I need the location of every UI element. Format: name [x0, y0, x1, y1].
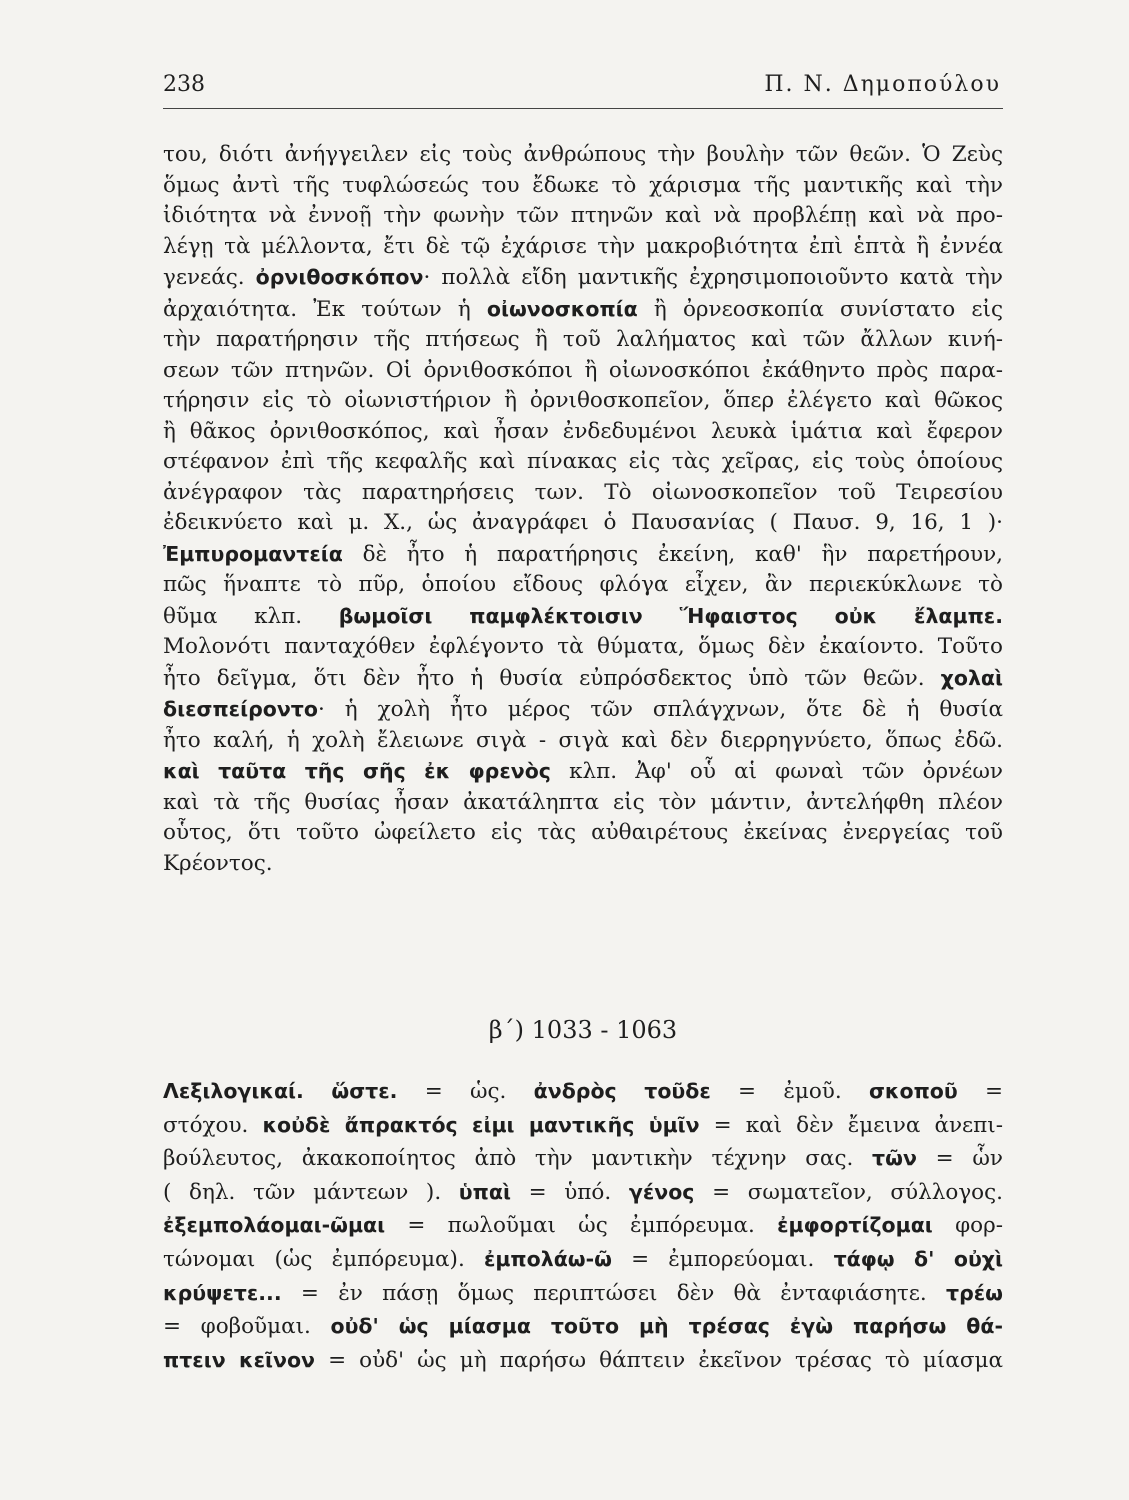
- text-line: [163, 570, 1003, 601]
- text-run: = ὡς.: [397, 1079, 534, 1104]
- bold-lemma: ὀρνιθοσκόπον: [255, 265, 424, 289]
- text-line: [163, 1344, 1003, 1378]
- bold-lemma: τάφῳ δ' οὐχὶ: [833, 1246, 1003, 1271]
- commentary-paragraph: [163, 140, 1003, 879]
- bold-lemma: κοὐδὲ ἄπρακτός εἰμι μαντικῆς ὑμῖν: [262, 1112, 700, 1137]
- bold-lemma: οἰωνοσκοπία: [486, 296, 638, 321]
- text-run: ἢ θᾶκος ὀρνιθοσκόπος, καὶ ἦσαν ἐνδεδυμένοι λευκὰ ἱμάτια καὶ ἔφερον: [163, 418, 1003, 444]
- text-run: γενεάς.: [163, 265, 256, 290]
- text-run: ἦτο καλή, ἡ χολὴ ἔλειωνε σιγὰ - σιγὰ καὶ δὲν διερρηγνύετο, ὅπως ἐδῶ.: [163, 727, 1003, 753]
- text-line: [163, 539, 1003, 571]
- text-run: = σωματεῖον, σύλλογος.: [694, 1179, 1003, 1205]
- text-line: [163, 417, 1003, 448]
- text-run: ἀρχαιότητα. Ἐκ τούτων ἡ: [163, 296, 487, 322]
- text-run: στέφανον ἐπὶ τῆς κεφαλῆς καὶ πίνακας εἰς τὰς χεῖρας, εἰς τοὺς ὁποίους: [163, 449, 1003, 474]
- text-line: [163, 201, 1003, 232]
- text-run: = φοβοῦμαι.: [163, 1314, 331, 1340]
- text-run: στόχου.: [163, 1112, 263, 1138]
- text-line: [163, 632, 1003, 663]
- text-line: [163, 1243, 1003, 1277]
- text-run: · ἡ χολὴ ἦτο μέρος τῶν σπλάγχνων, ὅτε δὲ ἡ θυσία: [317, 697, 1003, 722]
- text-run: φορ-: [932, 1213, 1003, 1239]
- bold-lemma: τῶν: [872, 1146, 917, 1171]
- text-line: [163, 1176, 1003, 1210]
- text-run: = καὶ δὲν ἔμεινα ἀνεπι-: [699, 1112, 1003, 1138]
- text-run: = οὐδ' ὡς μὴ παρήσω θάπτειν ἐκεῖνον τρέσας τὸ μίασμα: [315, 1347, 1003, 1373]
- bold-lemma: γένος: [628, 1179, 695, 1204]
- bold-lemma: ὑπαὶ: [458, 1179, 511, 1204]
- bold-lemma: τρέω: [946, 1280, 1003, 1305]
- text-line: [163, 1209, 1003, 1243]
- bold-lemma: σκοποῦ: [868, 1079, 958, 1103]
- text-run: · πολλὰ εἴδη μαντικῆς ἐχρησιμοποιοῦντο κατὰ τὴν: [423, 265, 1003, 290]
- text-run: τήρησιν εἰς τὸ οἰωνιστήριον ἢ ὀρνιθοσκοπεῖον, ὅπερ ἐλέγετο καὶ θῶκος: [163, 388, 1003, 413]
- text-line: [163, 601, 1003, 633]
- text-run: ἀνέγραφον τὰς παρατηρήσεις των. Τὸ οἰωνοσκοπεῖον τοῦ Τειρεσίου: [163, 479, 1003, 505]
- text-run: ἰδιότητα νὰ ἐννοῇ τὴν φωνὴν τῶν πτηνῶν καὶ νὰ προβλέπῃ καὶ νὰ προ-: [163, 203, 1003, 228]
- page-number: 238: [163, 72, 205, 97]
- bold-lemma: πτειν κεῖνον: [163, 1347, 316, 1372]
- text-run: του, διότι ἀνήγγειλεν εἰς τοὺς ἀνθρώπους τὴν βουλὴν τῶν θεῶν. Ὁ Ζεὺς: [163, 142, 1003, 167]
- text-run: δὲ ἦτο ἡ παρατήρησις ἐκείνη, καθ' ἣν παρετήρουν,: [342, 541, 1003, 567]
- text-run: λέγῃ τὰ μέλλοντα, ἔτι δὲ τῷ ἐχάρισε τὴν μακροβιότητα ἐπὶ ἑπτὰ ἢ ἐννέα: [163, 233, 1003, 259]
- running-head: Π. Ν. Δημοπούλου: [764, 72, 1001, 97]
- text-line: [163, 756, 1003, 788]
- text-line: [163, 818, 1003, 849]
- text-line: [163, 478, 1003, 509]
- text-run: ἢ ὀρνεοσκοπία συνίστατο εἰς: [637, 296, 1003, 322]
- lexical-notes-paragraph: [163, 1075, 1003, 1377]
- text-run: σεων τῶν πτηνῶν. Οἱ ὀρνιθοσκόποι ἢ οἰωνοσκόποι ἐκάθηντο πρὸς παρα-: [163, 357, 1003, 383]
- text-run: θῦμα κλπ.: [163, 603, 339, 629]
- text-run: οὗτος, ὅτι τοῦτο ὠφείλετο εἰς τὰς αὐθαιρέτους ἐκείνας ἐνεργείας τοῦ: [163, 820, 1003, 845]
- text-line: [163, 1277, 1003, 1311]
- bold-lemma: χολαὶ: [940, 665, 1003, 690]
- bold-lemma: καὶ ταῦτα τῆς σῆς ἐκ φρενὸς: [163, 759, 551, 783]
- bold-lemma: ἐξεμπολάομαι-ῶμαι: [163, 1213, 386, 1238]
- text-run: ἦτο δεῖγμα, ὅτι δὲν ἦτο ἡ θυσία εὐπρόσδεκτος ὑπὸ τῶν θεῶν.: [163, 665, 941, 691]
- text-run: = ὧν: [916, 1146, 1003, 1172]
- text-line: [163, 663, 1003, 695]
- text-run: Κρέοντος.: [163, 850, 273, 876]
- text-run: τώνομαι (ὡς ἐμπόρευμα).: [163, 1246, 484, 1272]
- bold-lemma: ἀνδρὸς τοῦδε: [533, 1079, 711, 1103]
- text-line: [163, 1075, 1003, 1109]
- text-run: = ἐν πάσῃ ὅμως περιπτώσει δὲν θὰ ἐνταφιάσητε.: [281, 1280, 946, 1306]
- text-line: [163, 1109, 1003, 1143]
- text-run: ὅμως ἀντὶ τῆς τυφλώσεώς του ἔδωκε τὸ χάρισμα τῆς μαντικῆς καὶ τὴν: [163, 172, 1003, 198]
- text-line: [163, 356, 1003, 387]
- bold-lemma: ἐμφορτίζομαι: [777, 1213, 933, 1238]
- text-run: =: [957, 1079, 1003, 1104]
- bold-lemma: κρύψετε...: [163, 1280, 282, 1305]
- text-line: [163, 508, 1003, 539]
- bold-lemma: ἐμπολάω-ῶ: [483, 1246, 612, 1271]
- text-run: = πωλοῦμαι ὡς ἐμπόρευμα.: [385, 1213, 778, 1239]
- bold-lemma: Ἐμπυρομαντεία: [163, 541, 343, 566]
- text-run: = ἐμπορεύομαι.: [611, 1246, 834, 1272]
- text-line: [163, 232, 1003, 263]
- text-line: [163, 140, 1003, 171]
- text-line: [163, 171, 1003, 202]
- text-line: [163, 849, 1003, 880]
- bold-lemma: Λεξιλογικαί. ὥστε.: [163, 1079, 398, 1103]
- text-run: = ἐμοῦ.: [710, 1079, 869, 1104]
- text-line: [163, 694, 1003, 726]
- text-run: ἐδεικνύετο καὶ μ. Χ., ὡς ἀναγράφει ὁ Παυσανίας ( Παυσ. 9, 16, 1 )·: [163, 510, 1003, 535]
- text-line: [163, 386, 1003, 417]
- text-run: βούλευτος, ἀκακοποίητος ἀπὸ τὴν μαντικὴν τέχνην σας.: [163, 1146, 873, 1172]
- page-header: [163, 68, 1003, 109]
- bold-lemma: οὐδ' ὡς μίασμα τοῦτο μὴ τρέσας ἐγὼ παρήσω θά-: [330, 1314, 1003, 1339]
- text-run: πῶς ἥναπτε τὸ πῦρ, ὁποίου εἴδους φλόγα εἶχεν, ἂν περιεκύκλωνε τὸ: [163, 572, 1003, 597]
- text-run: τὴν παρατήρησιν τῆς πτήσεως ἢ τοῦ λαλήματος καὶ τῶν ἄλλων κινή-: [163, 327, 1003, 352]
- bold-lemma: διεσπείροντο: [163, 697, 318, 721]
- text-line: [163, 1310, 1003, 1344]
- text-run: καὶ τὰ τῆς θυσίας ἦσαν ἀκατάληπτα εἰς τὸν μάντιν, ἀντελήφθη πλέον: [163, 789, 1003, 815]
- text-line: [163, 294, 1003, 326]
- text-run: κλπ. Ἀφ' οὗ αἱ φωναὶ τῶν ὀρνέων: [550, 759, 1003, 784]
- text-run: = ὑπό.: [510, 1179, 629, 1205]
- text-line: [163, 447, 1003, 478]
- text-line: [163, 788, 1003, 819]
- text-run: Μολονότι πανταχόθεν ἐφλέγοντο τὰ θύματα, ὅμως δὲν ἐκαίοντο. Τοῦτο: [163, 634, 1003, 659]
- text-line: [163, 325, 1003, 356]
- text-line: [163, 726, 1003, 757]
- text-line: [163, 1142, 1003, 1176]
- text-run: ( δηλ. τῶν μάντεων ).: [163, 1179, 459, 1205]
- section-heading: β΄) 1033 - 1063: [488, 1016, 678, 1044]
- bold-lemma: βωμοῖσι παμφλέκτοισιν Ἥφαιστος οὐκ ἔλαμπε.: [338, 603, 1003, 628]
- text-line: [163, 262, 1003, 294]
